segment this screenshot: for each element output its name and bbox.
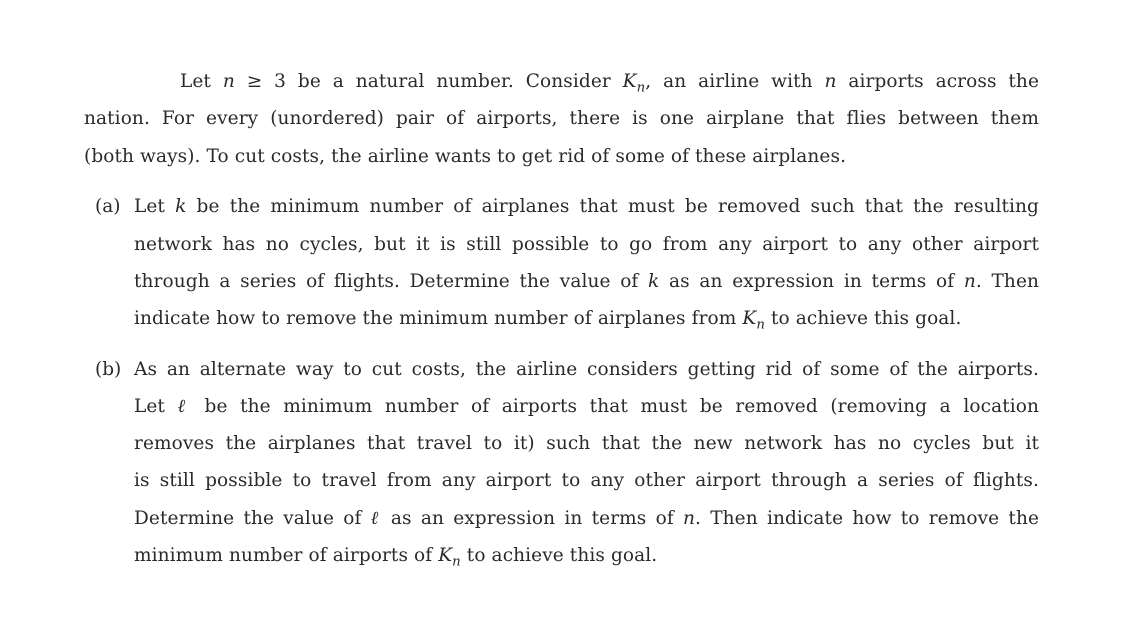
part-b-line-2: Let ℓ be the minimum number of airports that must be removed (removing a location [134,396,1040,417]
part-a-line-3: through a series of flights. Determine the value of k as an expression in terms of n. Then [134,271,1040,292]
intro-line-3: (both ways). To cut costs, the airline wants to get rid of some of these airplanes. [84,146,847,167]
part-b-label: (b) [95,359,122,380]
part-b-line-1: As an alternate way to cut costs, the airline considers getting rid of some of the airports. [134,359,1039,380]
part-b-line-5: Determine the value of ℓ as an expression in terms of n. Then indicate how to remove the [134,508,1040,529]
part-a-line-4: indicate how to remove the minimum number of airplanes from $K_n$ to achieve this goal. [134,308,962,333]
part-a-label: (a) [95,196,121,217]
part-b-line-4: is still possible to travel from any airport to any other airport through a series of flights. [134,470,1039,491]
part-b-line-6: minimum number of airports of $K_n$ to achieve this goal. [134,545,658,570]
intro-line-1: Let n ≥ 3 be a natural number. Consider $K_n$, an airline with n airports across the [180,71,1039,96]
part-a-line-1: Let k be the minimum number of airplanes that must be removed such that the resulting [134,196,1039,217]
part-a-line-2: network has no cycles, but it is still possible to go from any airport to any other airport [134,234,1039,255]
part-b-line-3: removes the airplanes that travel to it) such that the new network has no cycles but it [134,433,1039,454]
intro-line-2: nation. For every (unordered) pair of airports, there is one airplane that flies between them [84,108,1039,129]
